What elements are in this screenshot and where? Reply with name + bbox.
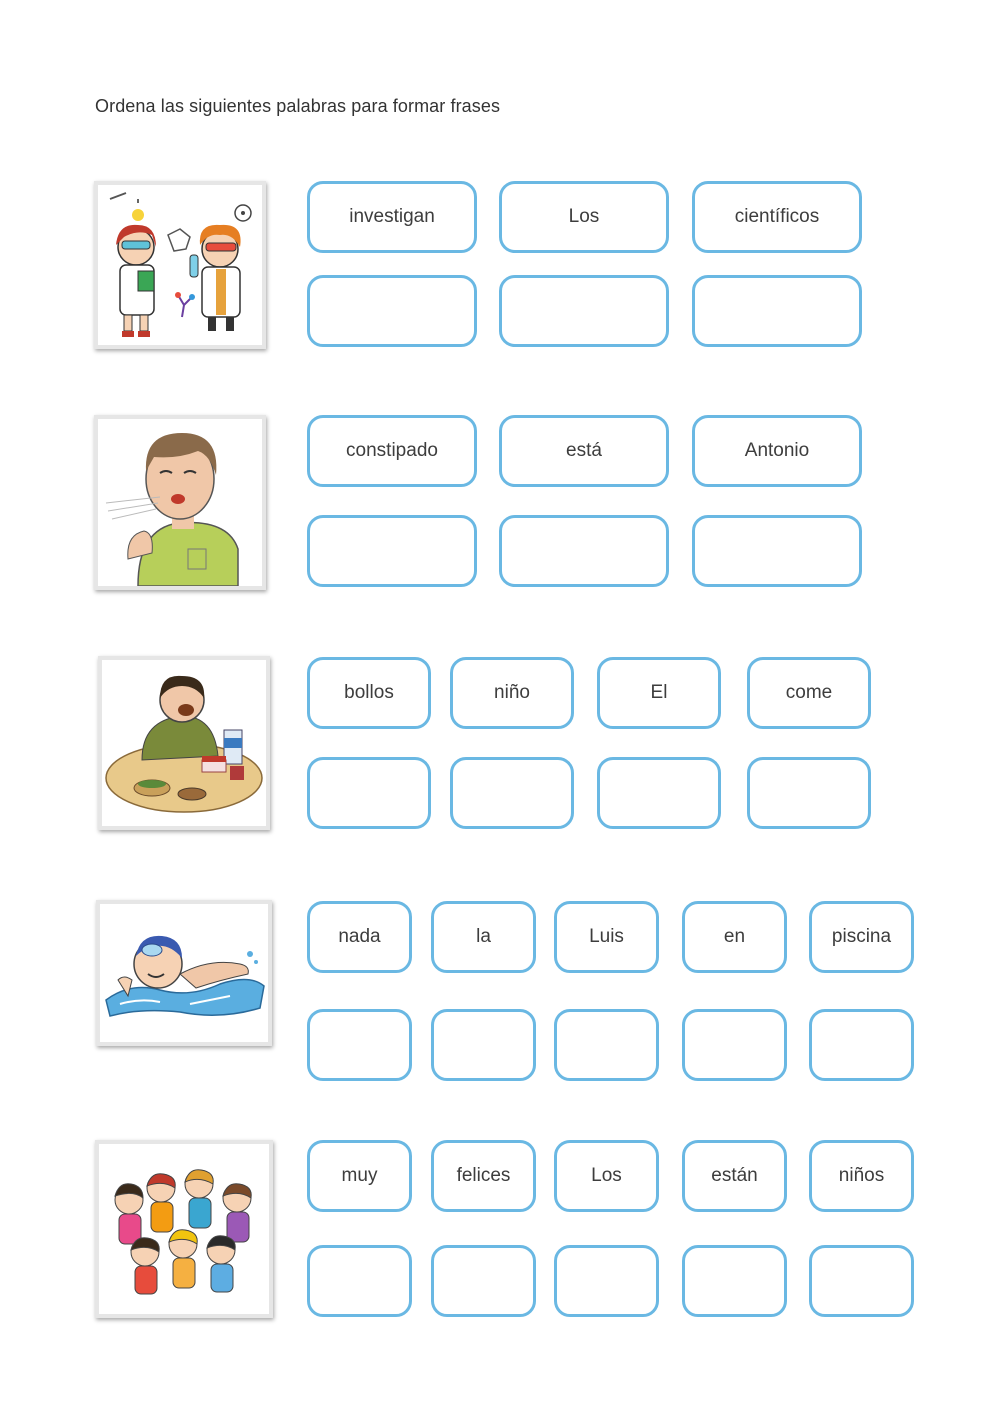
word-tile[interactable]: Los bbox=[554, 1140, 659, 1212]
answer-slot[interactable] bbox=[682, 1245, 787, 1317]
answer-slot[interactable] bbox=[450, 757, 574, 829]
word-tile[interactable]: constipado bbox=[307, 415, 477, 487]
word-tile[interactable]: investigan bbox=[307, 181, 477, 253]
word-tile[interactable]: la bbox=[431, 901, 536, 973]
boy-swimming-picture bbox=[96, 900, 272, 1046]
answer-slot[interactable] bbox=[307, 515, 477, 587]
answer-slot[interactable] bbox=[682, 1009, 787, 1081]
word-tile[interactable]: nada bbox=[307, 901, 412, 973]
word-tile[interactable]: Los bbox=[499, 181, 669, 253]
answer-slot[interactable] bbox=[307, 757, 431, 829]
word-tile[interactable]: niños bbox=[809, 1140, 914, 1212]
word-tile[interactable]: Antonio bbox=[692, 415, 862, 487]
word-tile[interactable]: piscina bbox=[809, 901, 914, 973]
answer-slot[interactable] bbox=[307, 1009, 412, 1081]
answer-slot[interactable] bbox=[809, 1245, 914, 1317]
word-tile[interactable]: en bbox=[682, 901, 787, 973]
word-tile[interactable]: Luis bbox=[554, 901, 659, 973]
word-tile[interactable]: está bbox=[499, 415, 669, 487]
word-tile[interactable]: come bbox=[747, 657, 871, 729]
word-tile[interactable]: están bbox=[682, 1140, 787, 1212]
word-tile[interactable]: El bbox=[597, 657, 721, 729]
boy-eating-picture bbox=[98, 656, 270, 830]
answer-slot[interactable] bbox=[692, 275, 862, 347]
word-tile[interactable]: bollos bbox=[307, 657, 431, 729]
boy-swimming-illustration-icon bbox=[100, 904, 268, 1042]
sick-man-picture bbox=[94, 415, 266, 590]
answer-slot[interactable] bbox=[597, 757, 721, 829]
instruction-text: Ordena las siguientes palabras para formar frases bbox=[95, 96, 501, 116]
boy-eating-buns-illustration-icon bbox=[102, 660, 266, 826]
answer-slot[interactable] bbox=[499, 515, 669, 587]
answer-slot[interactable] bbox=[809, 1009, 914, 1081]
answer-slot[interactable] bbox=[307, 275, 477, 347]
word-tile[interactable]: felices bbox=[431, 1140, 536, 1212]
happy-children-illustration-icon bbox=[99, 1144, 269, 1314]
answer-slot[interactable] bbox=[692, 515, 862, 587]
answer-slot[interactable] bbox=[307, 1245, 412, 1317]
answer-slot[interactable] bbox=[499, 275, 669, 347]
scientists-picture bbox=[94, 181, 266, 349]
word-tile[interactable]: científicos bbox=[692, 181, 862, 253]
happy-children-picture bbox=[95, 1140, 273, 1318]
answer-slot[interactable] bbox=[431, 1245, 536, 1317]
answer-slot[interactable] bbox=[431, 1009, 536, 1081]
scientists-illustration-icon bbox=[98, 185, 262, 345]
word-tile[interactable]: niño bbox=[450, 657, 574, 729]
answer-slot[interactable] bbox=[554, 1245, 659, 1317]
answer-slot[interactable] bbox=[554, 1009, 659, 1081]
answer-slot[interactable] bbox=[747, 757, 871, 829]
sick-man-coughing-illustration-icon bbox=[98, 419, 262, 586]
word-tile[interactable]: muy bbox=[307, 1140, 412, 1212]
